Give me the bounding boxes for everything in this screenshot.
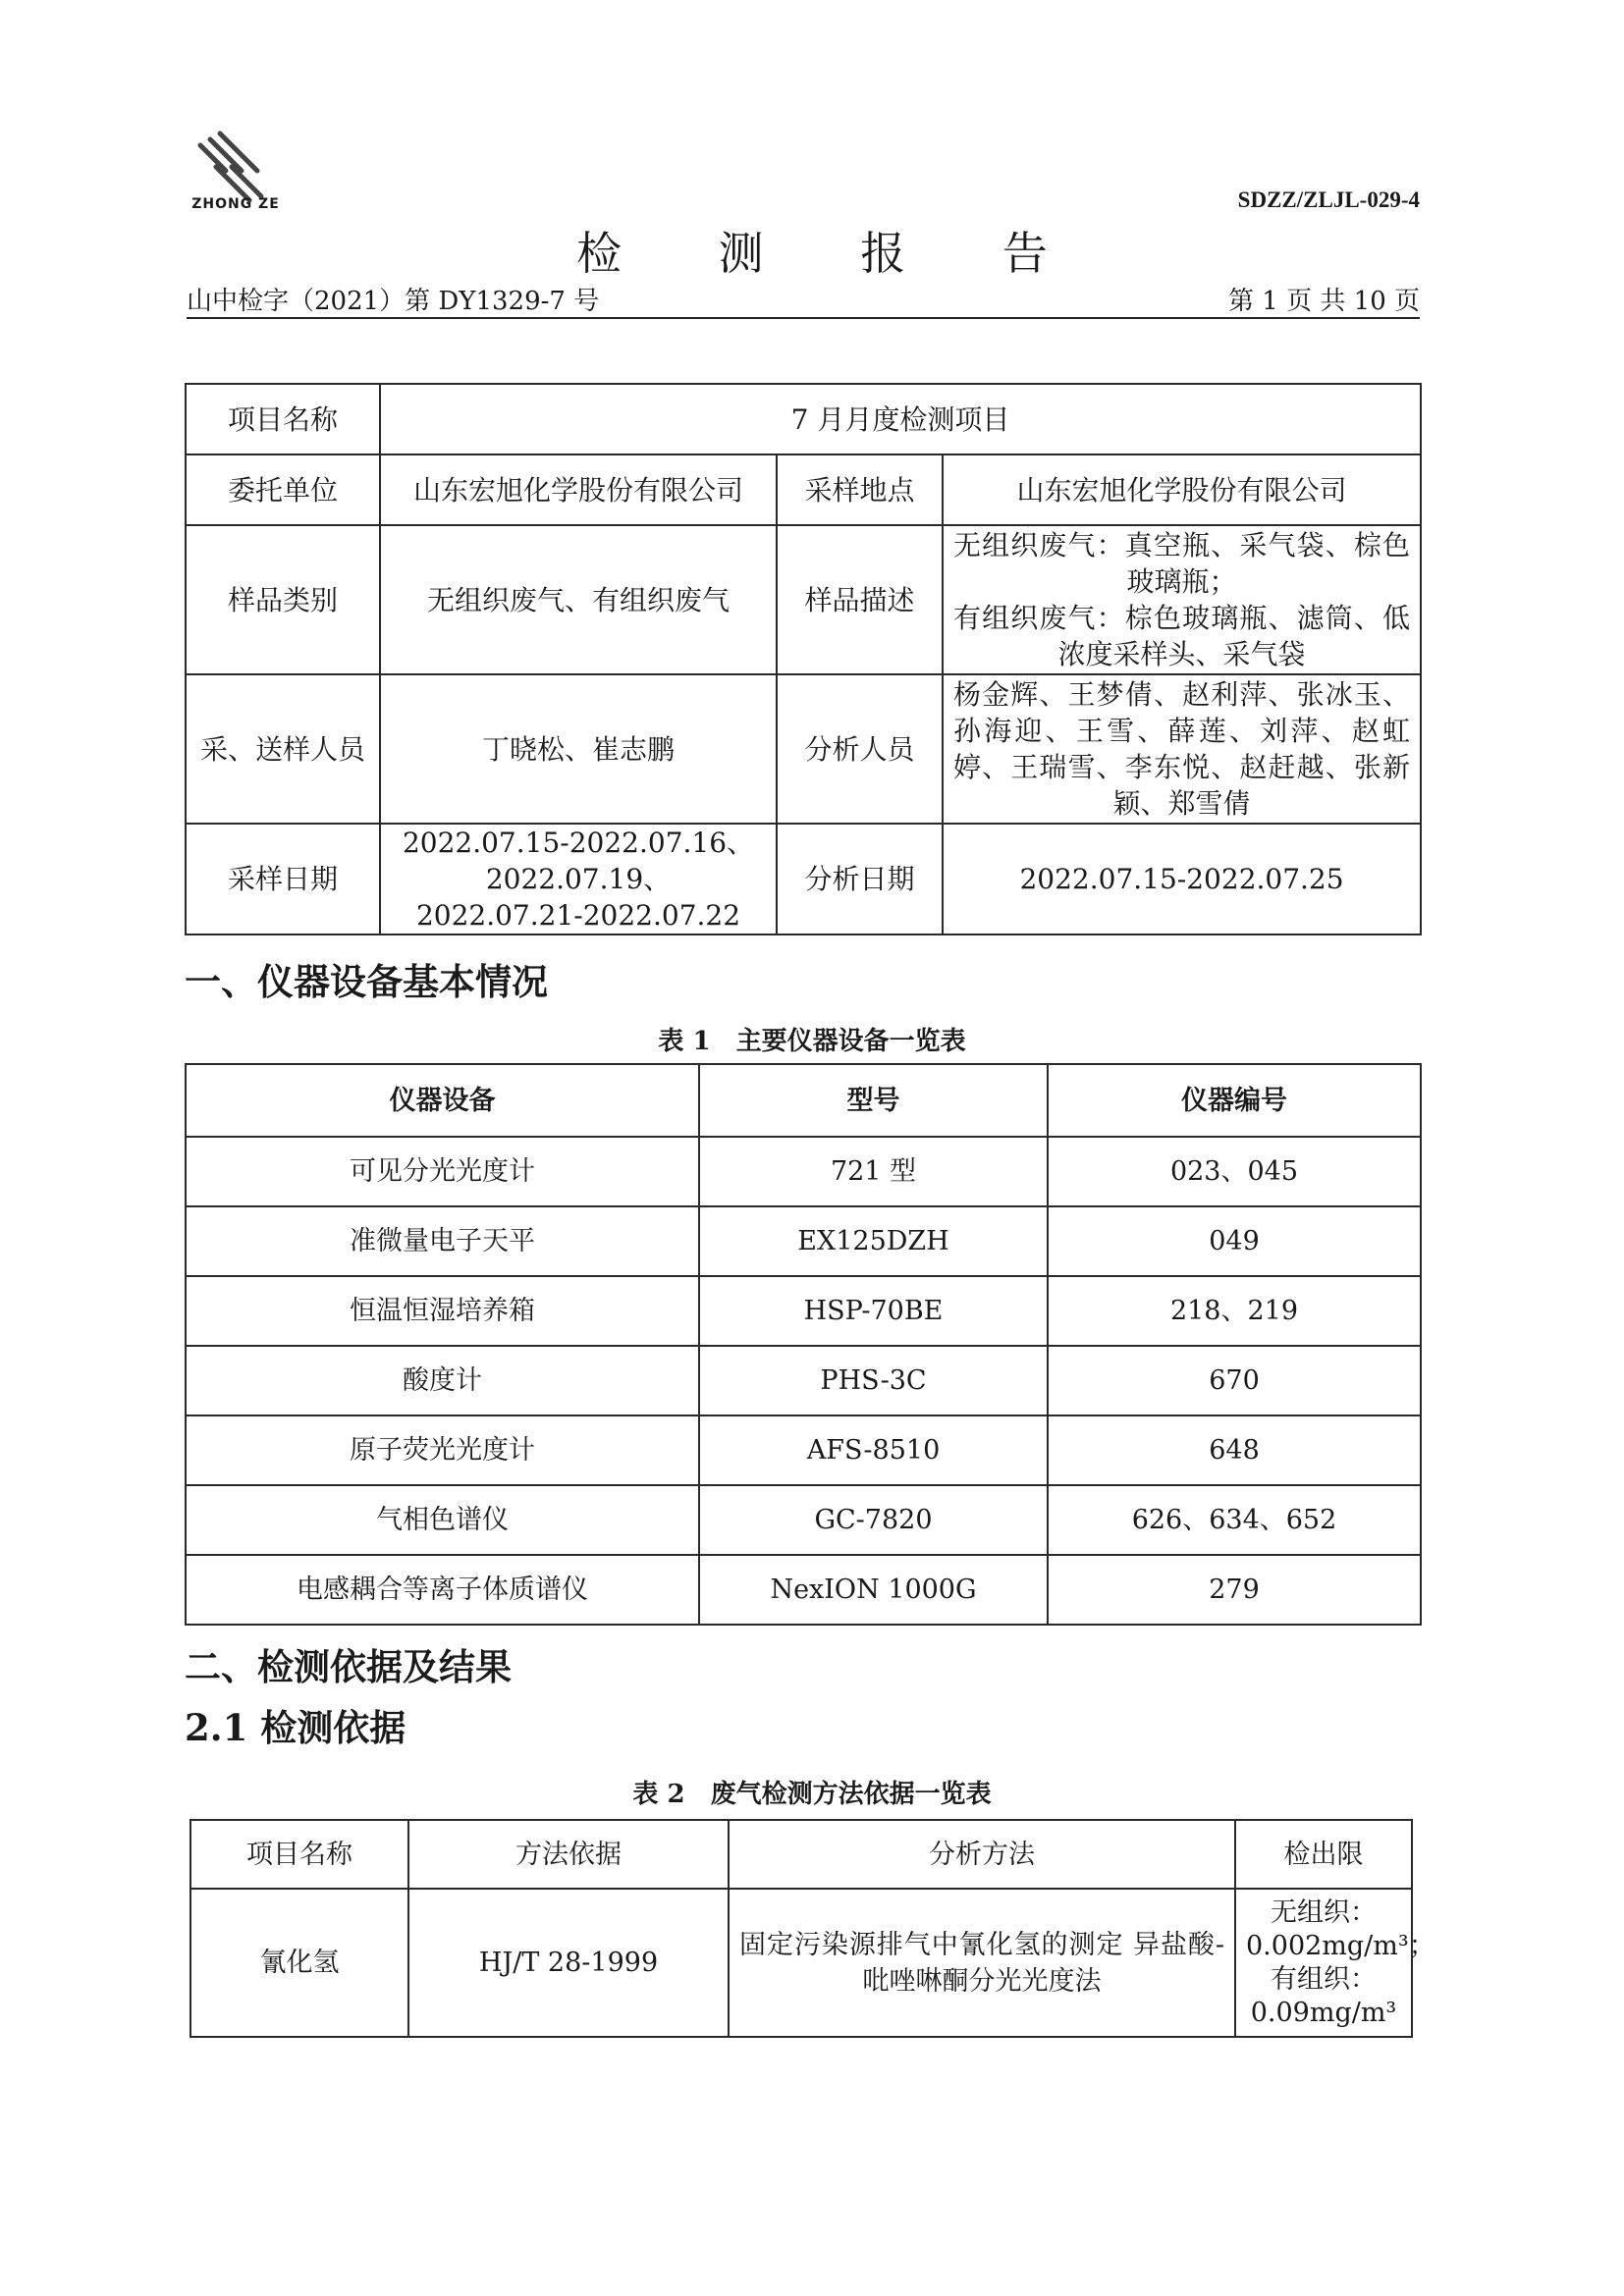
equipment-model: EX125DZH <box>699 1206 1048 1276</box>
sample-type-value: 无组织废气、有组织废气 <box>380 525 777 674</box>
sampling-date-line-3: 2022.07.21-2022.07.22 <box>415 899 741 932</box>
sampling-date-line-1: 2022.07.15-2022.07.16、 <box>402 827 755 859</box>
equipment-name: 原子荧光光度计 <box>186 1415 699 1485</box>
detection-limit <box>1235 1889 1435 2037</box>
analysis-date-value: 2022.07.15-2022.07.25 <box>943 824 1421 934</box>
column-header: 仪器设备 <box>186 1064 699 1137</box>
project-value: 7 月月度检测项目 <box>380 384 1421 454</box>
column-header: 检出限 <box>1235 1820 1412 1889</box>
column-header: 分析方法 <box>729 1820 1235 1889</box>
report-number: 山中检字（2021）第 DY1329-7 号 <box>187 287 600 316</box>
column-header: 仪器编号 <box>1048 1064 1421 1137</box>
table-2-caption: 表 2 废气检测方法依据一览表 <box>632 1780 992 1809</box>
header-divider <box>187 317 1420 319</box>
sample-type-label: 样品类别 <box>186 525 380 674</box>
equipment-name: 气相色谱仪 <box>186 1485 699 1555</box>
equipment-id: 648 <box>1048 1415 1421 1485</box>
section-2-heading: 二、检测依据及结果 <box>185 1645 512 1688</box>
column-header: 型号 <box>699 1064 1048 1137</box>
sampling-date-value <box>380 824 777 934</box>
table-row <box>186 1206 1421 1276</box>
equipment-model: PHS-3C <box>699 1346 1048 1415</box>
table-header-row <box>190 1820 1412 1889</box>
analyst-label: 分析人员 <box>777 674 943 824</box>
sample-desc-line-2: 有组织废气：棕色玻璃瓶、滤筒、低浓度采样头、采气袋 <box>953 602 1411 670</box>
equipment-name: 恒温恒湿培养箱 <box>186 1276 699 1346</box>
logo-text: ZHONG ZE <box>191 196 280 212</box>
client-value: 山东宏旭化学股份有限公司 <box>380 454 777 525</box>
sampler-value: 丁晓松、崔志鹏 <box>380 674 777 824</box>
limit-line-1: 无组织： <box>1271 1896 1377 1928</box>
equipment-model: GC-7820 <box>699 1485 1048 1555</box>
table-row <box>186 1276 1421 1346</box>
equipment-id: 279 <box>1048 1555 1421 1625</box>
table-1-caption: 表 1 主要仪器设备一览表 <box>658 1027 966 1056</box>
equipment-name: 准微量电子天平 <box>186 1206 699 1276</box>
table-row <box>186 1346 1421 1415</box>
section-1-heading: 一、仪器设备基本情况 <box>185 960 548 1003</box>
limit-line-4: 0.09mg/m³ <box>1250 1997 1397 2028</box>
item-name: 氰化氢 <box>190 1889 408 2037</box>
document-code: SDZZ/ZLJL-029-4 <box>1237 187 1420 212</box>
sample-desc-label: 样品描述 <box>777 525 943 674</box>
section-2-1-heading: 2.1 检测依据 <box>185 1706 406 1749</box>
equipment-table <box>185 1063 1422 1626</box>
sample-desc-line-1: 无组织废气：真空瓶、采气袋、棕色玻璃瓶； <box>953 529 1411 598</box>
equipment-name: 酸度计 <box>186 1346 699 1415</box>
equipment-id: 023、045 <box>1048 1137 1421 1206</box>
analyst-value: 杨金辉、王梦倩、赵利萍、张冰玉、孙海迎、王雪、薛莲、刘萍、赵虹婷、王瑞雪、李东悦、赵赶越、张新颖、郑雪倩 <box>943 674 1421 824</box>
equipment-id: 670 <box>1048 1346 1421 1415</box>
equipment-id: 049 <box>1048 1206 1421 1276</box>
equipment-name: 可见分光光度计 <box>186 1137 699 1206</box>
equipment-model: NexION 1000G <box>699 1555 1048 1625</box>
table-row <box>186 1137 1421 1206</box>
column-header: 方法依据 <box>408 1820 729 1889</box>
method-basis: HJ/T 28-1999 <box>408 1889 729 2037</box>
sampling-date-line-2: 2022.07.19、 <box>485 863 672 895</box>
limit-line-2: 0.002mg/m³； <box>1246 1930 1435 1961</box>
equipment-id: 626、634、652 <box>1048 1485 1421 1555</box>
sample-desc-value <box>943 525 1421 674</box>
method-table <box>189 1819 1435 2038</box>
equipment-id: 218、219 <box>1048 1276 1421 1346</box>
table-header-row <box>186 1064 1421 1137</box>
site-label: 采样地点 <box>777 454 943 525</box>
sampler-label: 采、送样人员 <box>186 674 380 824</box>
report-info-table <box>185 383 1422 935</box>
table-row <box>186 1485 1421 1555</box>
equipment-model: 721 型 <box>699 1137 1048 1206</box>
limit-line-3: 有组织： <box>1271 1963 1377 1995</box>
table-row <box>186 1415 1421 1485</box>
table-row <box>190 1889 1412 2037</box>
report-title: 检 测 报 告 <box>576 227 1089 280</box>
equipment-name: 电感耦合等离子体质谱仪 <box>186 1555 699 1625</box>
analysis-date-label: 分析日期 <box>777 824 943 934</box>
equipment-model: AFS-8510 <box>699 1415 1048 1485</box>
analysis-method: 固定污染源排气中氰化氢的测定 异盐酸-吡唑啉酮分光光度法 <box>729 1889 1235 2037</box>
project-label: 项目名称 <box>186 384 380 454</box>
sampling-date-label: 采样日期 <box>186 824 380 934</box>
page-info: 第 1 页 共 10 页 <box>1228 287 1420 316</box>
site-value: 山东宏旭化学股份有限公司 <box>943 454 1421 525</box>
client-label: 委托单位 <box>186 454 380 525</box>
column-header: 项目名称 <box>190 1820 408 1889</box>
equipment-model: HSP-70BE <box>699 1276 1048 1346</box>
table-row <box>186 1555 1421 1625</box>
